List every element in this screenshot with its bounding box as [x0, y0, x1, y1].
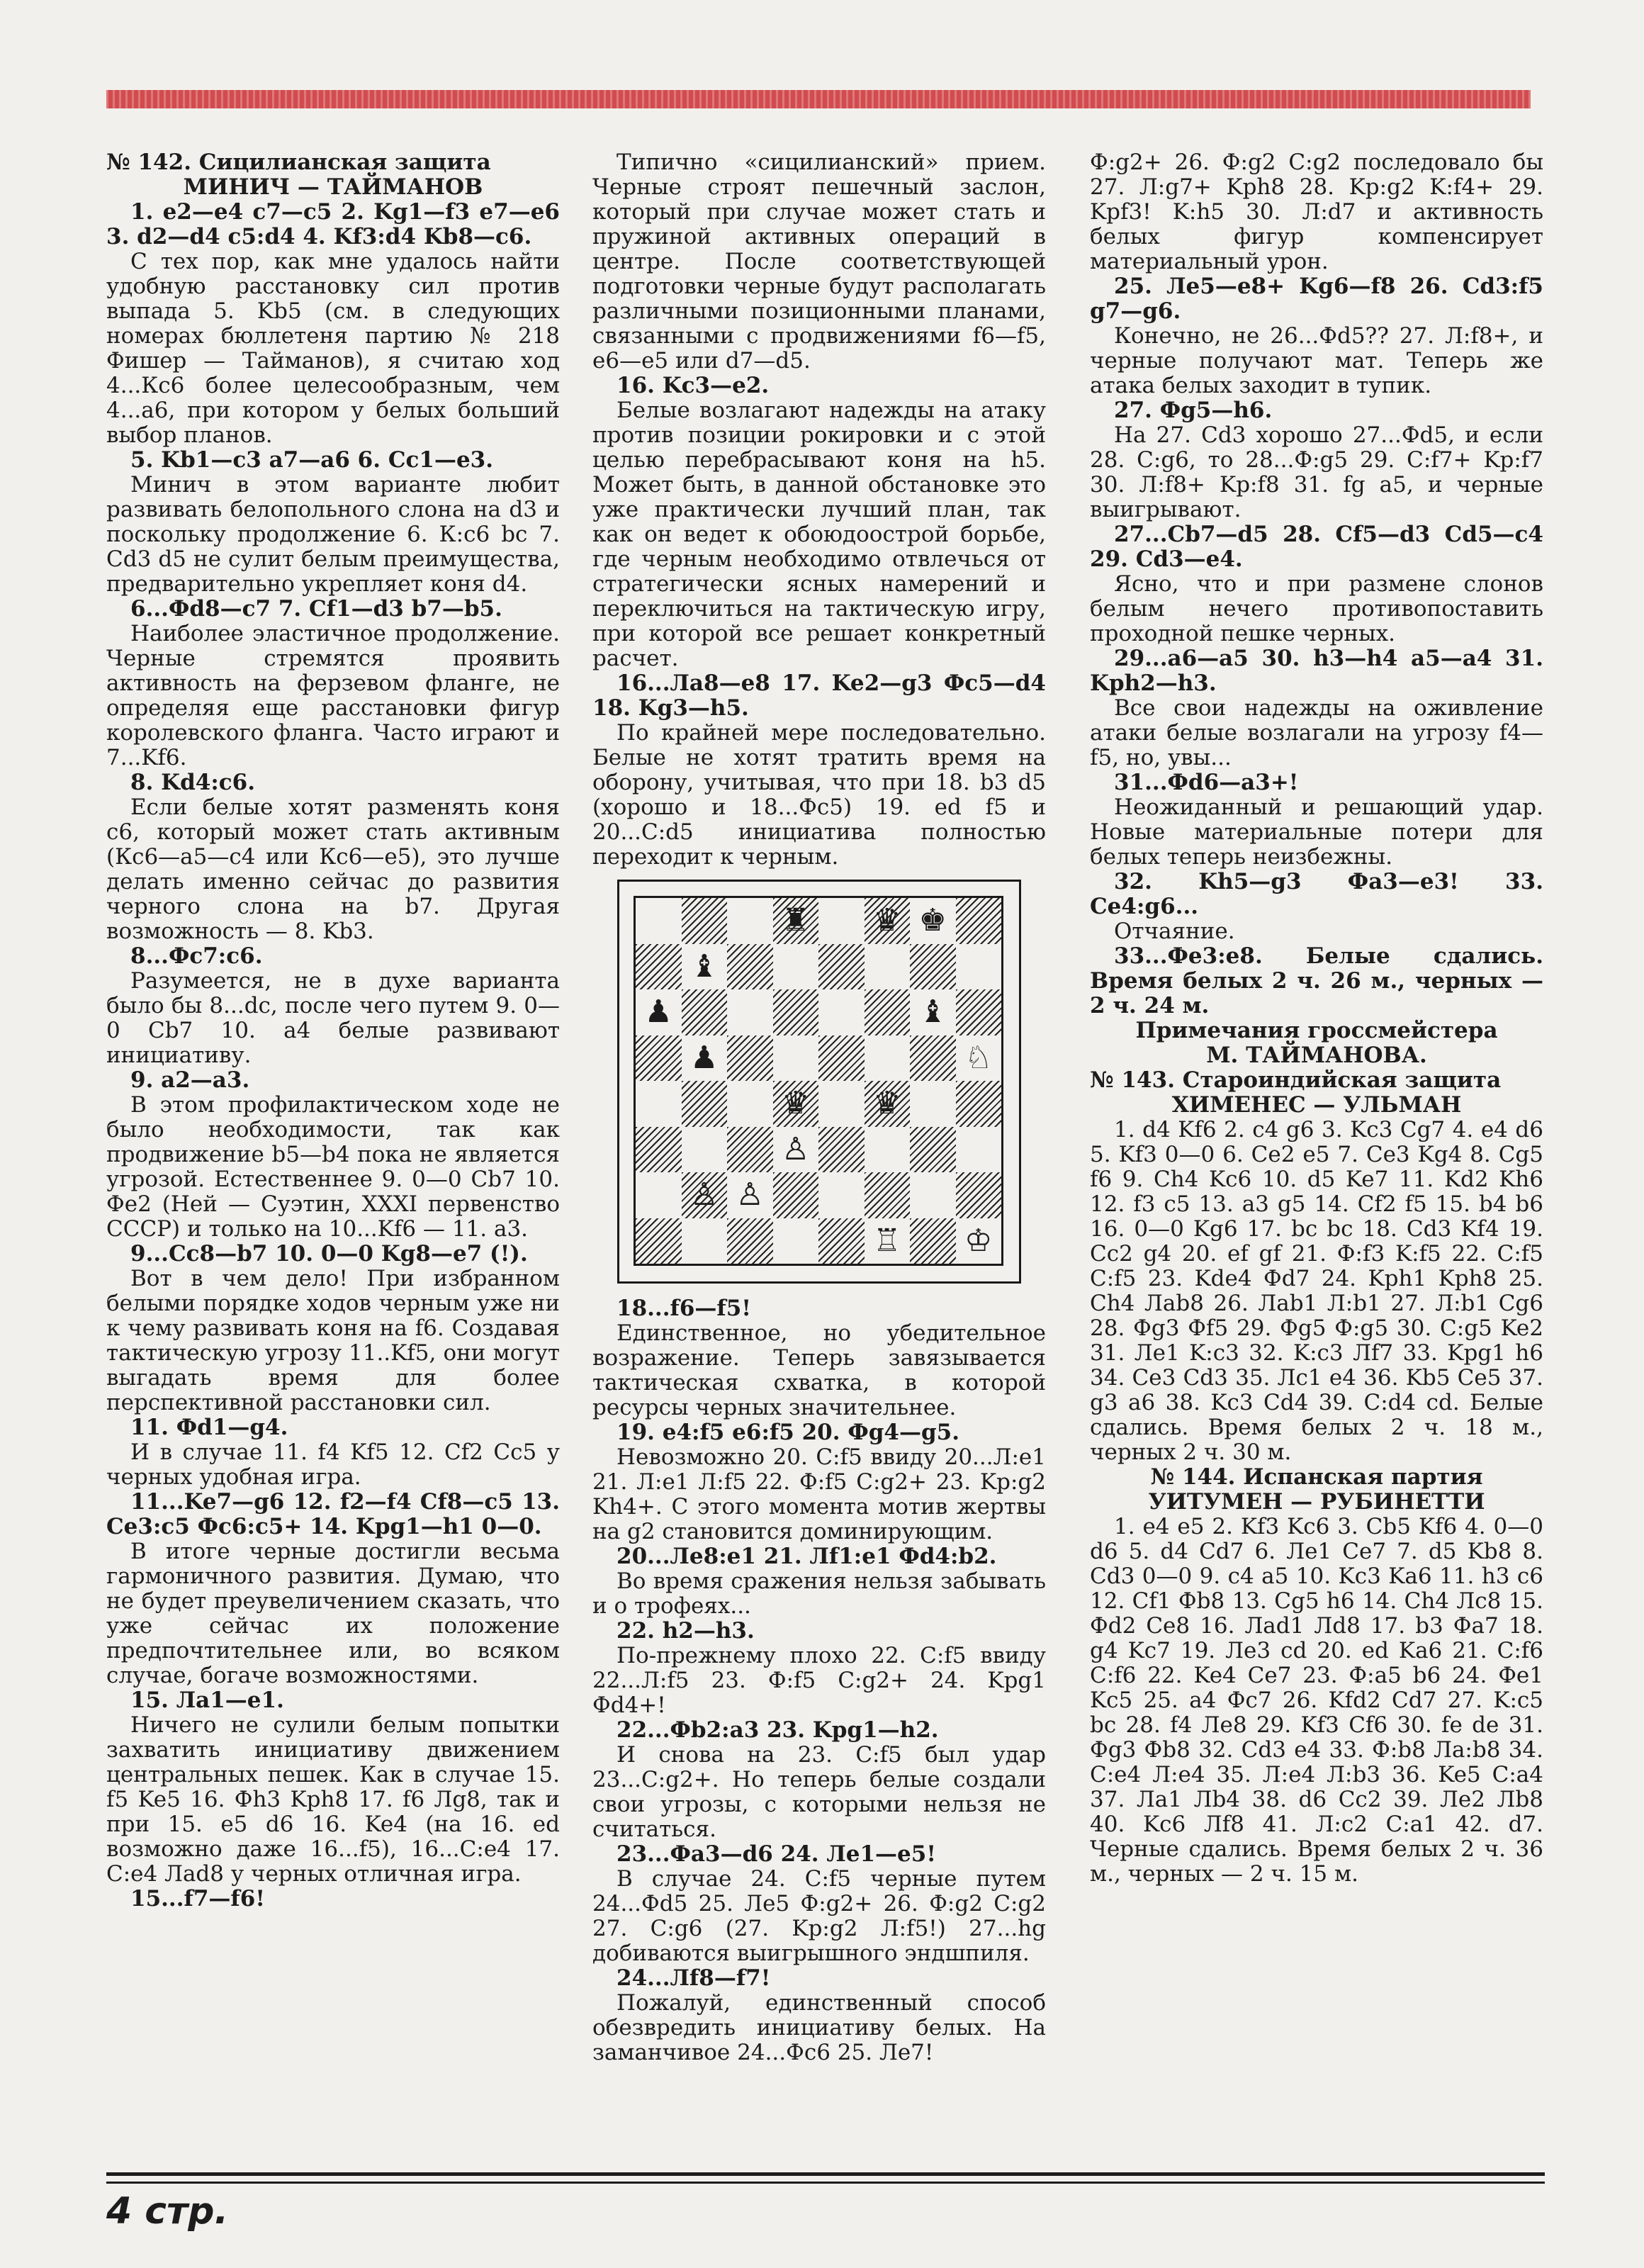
board-square	[956, 944, 1002, 990]
board-square	[682, 989, 728, 1035]
board-square	[682, 1081, 728, 1127]
paragraph: Конечно, не 26...Фd5?? 27. Л:f8+, и черные получают мат. Теперь же атака белых заходит в тупик.	[1090, 323, 1543, 398]
move-line: 9. a2—a3.	[130, 1067, 250, 1093]
paragraph: Белые возлагают надежды на атаку против позиции рокировки и с этой целью перебрасывают коня на h5. Может быть, в данной обстановке это уже практически лучший план, так как он ведет к обоюдоострой борьбе, где черным необходимо отвлечься от стратегически ясных намерений и переключиться на тактическую игру, при которой все решает конкретный расчет.	[592, 398, 1046, 671]
paragraph: Типично «сицилианский» прием. Черные строят пешечный заслон, который при случае может стать и пружиной активных операций в центре. После соответствующей подготовки черные будут располагать различными позиционными планами, связанными с продвижениями f6—f5, e6—e5 или d7—d5.	[592, 150, 1046, 374]
board-square	[910, 1172, 956, 1218]
move-line: 19. e4:f5 e6:f5 20. Фg4—g5.	[616, 1420, 960, 1445]
paragraph: По крайней мере последовательно. Белые не хотят тратить время на оборону, учитывая, что при 18. b3 d5 (хорошо и 18...Фc5) 19. ed f5 и 20...C:d5 инициатива полностью переходит к черным.	[592, 720, 1046, 870]
board-square	[636, 944, 682, 990]
move-line: 20...Лe8:e1 21. Лf1:e1 Фd4:b2.	[616, 1544, 997, 1569]
paragraph: С тех пор, как мне удалось найти удобную расстановку сил против выпада 5. Kb5 (см. в следующих номерах бюллетеня партию № 218 Фишер — Тайманов), я считаю ход 4...Кс6 более целесообразным, чем 4...а6, при котором у белых больший выбор планов.	[106, 249, 560, 448]
move-line: 11. Фd1—g4.	[130, 1415, 288, 1440]
paragraph: Ничего не сулили белым попытки захватить инициативу движением центральных пешек. Как в случае 15. f5 Ke5 16. Фh3 Kph8 17. f6 Лg8, так и при 15. e5 d6 16. Ke4 (на 16. ed возможно даже 16...f5), 16...C:e4 17. C:e4 Лad8 у черных отличная игра.	[106, 1712, 560, 1887]
board-square: ♜	[773, 898, 819, 944]
board-square: ♟	[644, 994, 672, 1031]
board-square	[818, 1172, 865, 1218]
board-square: ♘	[964, 1039, 993, 1076]
board-square	[818, 898, 865, 944]
move-line: 9...Cc8—b7 10. 0—0 Kg8—e7 (!).	[130, 1241, 528, 1267]
move-line: 25. Лe5—e8+ Kg6—f8 26. Cd3:f5 g7—g6.	[1090, 274, 1543, 324]
board-square	[682, 1127, 728, 1173]
paragraph: Все свои надежды на оживление атаки белые возлагали на угрозу f4—f5, но, увы...	[1090, 695, 1543, 770]
paragraph: 1. e4 e5 2. Kf3 Kc6 3. Cb5 Kf6 4. 0—0 d6 5. d4 Cd7 6. Лe1 Ce7 7. d5 Kb8 8. Cd3 0—0 9. c4 a5 10. Kc3 Ka6 11. h3 c6 12. Cf1 Фb8 13. Cg5 h6 14. Ch4 Лc8 15. Фd2 Ce8 16. Лad1 Лd8 17. b3 Фa7 18. g4 Kc7 19. Лe3 cd 20. ed Ka6 21. C:f6 C:f6 22. Ke4 Ce7 23. Ф:a5 b6 24. Фe1 Kc5 25. a4 Фc7 26. Kfd2 Cd7 27. K:c5 bc 28. f4 Лe8 29. Kf3 Cf6 30. fe de 31. Фg3 Фb8 32. Cd3 e4 33. Ф:b8 Лa:b8 34. C:e4 Л:e4 35. Л:e4 Л:b3 36. Ke5 C:a4 37. Лa1 Лb4 38. d6 Cc2 39. Лe2 Лb8 40. Kc6 Лf8 41. Л:c2 C:a1 42. d7. Черные сдались. Время белых 2 ч. 36 м., черных — 2 ч. 15 м.	[1090, 1514, 1543, 1887]
heading: ХИМЕНЕС — УЛЬМАН	[1171, 1092, 1462, 1118]
move-line: 22...Фb2:a3 23. Kpg1—h2.	[616, 1717, 939, 1743]
bottom-rule-1	[106, 2172, 1545, 2176]
top-decorative-rule	[106, 90, 1531, 108]
paragraph: Неожиданный и решающий удар. Новые материальные потери для белых теперь неизбежны.	[1090, 795, 1543, 870]
move-line: 16. Kc3—e2.	[616, 373, 770, 398]
paragraph: В этом профилактическом ходе не было необходимости, так как продвижение b5—b4 пока не является угрозой. Естественнее 9. 0—0 Cb7 10. Фе2 (Ней — Суэтин, XXXI первенство СССР) и только на 10...Kf6 — 11. a3.	[106, 1092, 560, 1242]
paragraph: Отчаяние.	[1114, 919, 1235, 944]
paragraph: Невозможно 20. C:f5 ввиду 20...Л:e1 21. Л:e1 Л:f5 22. Ф:f5 C:g2+ 23. Kp:g2 Kh4+. С этого момента мотив жертвы на g2 становится доминирующим.	[592, 1444, 1046, 1544]
board-square	[636, 1218, 682, 1264]
paragraph: Единственное, но убедительное возражение. Теперь завязывается тактическая схватка, в которой ресурсы черных значительнее.	[592, 1320, 1046, 1420]
board-square	[865, 1035, 911, 1082]
board-square: ♔	[964, 1222, 993, 1259]
board-square	[865, 1127, 911, 1173]
board-square	[727, 944, 773, 990]
board-square	[727, 898, 773, 944]
board-square	[773, 1218, 819, 1264]
board-square	[636, 1172, 682, 1218]
board-square	[818, 944, 865, 990]
board-square	[910, 1081, 956, 1127]
board-square	[682, 1218, 728, 1264]
board-square	[818, 989, 865, 1035]
paragraph: Вот в чем дело! При избранном белыми порядке ходов черным уже ни к чему развивать коня на f6. Создавая тактическую угрозу 11..Kf5, они могут выгадать время для более перспективной расстановки сил.	[106, 1266, 560, 1415]
board-square	[773, 944, 819, 990]
paragraph: Если белые хотят разменять коня с6, который может стать активным (Кс6—а5—с4 или Кс6—е5), это лучше делать именно сейчас до развития черного слона на b7. Другая возможность — 8. Kb3.	[106, 795, 560, 944]
board-square	[636, 1081, 682, 1127]
board-square	[727, 1081, 773, 1127]
move-line: 8. Kd4:c6.	[130, 770, 256, 795]
column-2	[592, 150, 1046, 2065]
heading: М. ТАЙМАНОВА.	[1206, 1043, 1427, 1068]
paragraph: Во время сражения нельзя забывать и о трофеях...	[592, 1568, 1046, 1619]
board-square	[910, 1035, 956, 1082]
board-square: ♝	[690, 948, 719, 984]
move-line: 11...Ke7—g6 12. f2—f4 Cf8—c5 13. Ce3:c5 Фc6:c5+ 14. Kpg1—h1 0—0.	[106, 1489, 560, 1539]
move-line: 27. Фg5—h6.	[1114, 398, 1273, 423]
move-line: 5. Kb1—c3 a7—a6 6. Cc1—e3.	[130, 447, 494, 473]
board-square	[818, 1035, 865, 1082]
paragraph: Минич в этом варианте любит развивать белопольного слона на d3 и поскольку продолжение 6. К:с6 bc 7. Cd3 d5 не сулит белым преимущества, предварительно укрепляет коня d4.	[106, 472, 560, 597]
board-square	[773, 989, 819, 1035]
paragraph: На 27. Cd3 хорошо 27...Фd5, и если 28. C:g6, то 28...Ф:g5 29. C:f7+ Kp:f7 30. Л:f8+ Kp:f8 31. fg a5, и черные выигрывают.	[1090, 422, 1543, 522]
heading: УИТУМЕН — РУБИНЕТТИ	[1148, 1489, 1485, 1515]
board-square	[727, 989, 773, 1035]
move-line: 23...Фa3—d6 24. Лe1—e5!	[616, 1841, 936, 1867]
paragraph: По-прежнему плохо 22. C:f5 ввиду 22...Л:f5 23. Ф:f5 C:g2+ 24. Kpg1 Фd4+!	[592, 1643, 1046, 1718]
move-line: 18...f6—f5!	[616, 1296, 751, 1321]
board-square	[818, 1127, 865, 1173]
heading: МИНИЧ — ТАЙМАНОВ	[183, 174, 483, 200]
board-square	[956, 898, 1002, 944]
move-line: 16...Лa8—e8 17. Ke2—g3 Фc5—d4 18. Kg3—h5.	[592, 670, 1046, 721]
paragraph: Наиболее эластичное продолжение. Черные стремятся проявить активность на ферзевом фланге, не определяя еще расстановки фигур королевского фланга. Часто играют и 7...Kf6.	[106, 621, 560, 770]
board-square: ♚	[918, 902, 947, 939]
board-square: ♙	[736, 1177, 764, 1213]
chess-board	[634, 896, 1003, 1266]
heading: № 142. Сицилианская защита	[106, 150, 491, 175]
board-square: ♛	[865, 1081, 911, 1127]
board-square	[956, 1081, 1002, 1127]
heading: № 144. Испанская партия	[1150, 1464, 1483, 1490]
column-1	[106, 150, 560, 1911]
board-square	[956, 989, 1002, 1035]
paragraph: 1. d4 Kf6 2. c4 g6 3. Kc3 Cg7 4. e4 d6 5. Kf3 0—0 6. Ce2 e5 7. Ce3 Kg4 8. Cg5 f6 9. Ch4 Kc6 10. d5 Ke7 11. Kd2 Kh6 12. f3 c5 13. a3 g5 14. Cf2 f5 15. b4 b6 16. 0—0 Kg6 17. bc bc 18. Cd3 Kf4 19. Cc2 g4 20. ef gf 21. Ф:f3 K:f5 22. C:f5 C:f5 23. Kde4 Фd7 24. Kph1 Kph8 25. Ch4 Лab8 26. Лab1 Л:b1 27. Л:b1 Cg6 28. Фg3 Фf5 29. Фg5 Ф:g5 30. C:g5 Ke2 31. Лe1 K:c3 32. K:c3 Лf7 33. Kpg1 h6 34. Ce3 Cd3 35. Лc1 e4 36. Kb5 Ce5 37. g3 a6 38. Kc3 Cd4 39. C:d4 cd. Белые сдались. Время белых 2 ч. 18 м., черных 2 ч. 30 м.	[1090, 1117, 1543, 1465]
move-line: 1. e2—e4 c7—c5 2. Kg1—f3 e7—e6 3. d2—d4 c5:d4 4. Kf3:d4 Kb8—c6.	[106, 199, 560, 249]
board-square	[818, 1081, 865, 1127]
move-line: 8...Фc7:c6.	[130, 943, 263, 969]
board-square: ♟	[690, 1039, 719, 1076]
paragraph: В итоге черные достигли весьма гармоничного развития. Думаю, что не будет преувеличением сказать, что уже сейчас их положение предпочтительнее или, во всяком случае, богаче возможностями.	[106, 1539, 560, 1688]
paragraph: Разумеется, не в духе варианта было бы 8...dc, после чего путем 9. 0—0 Cb7 10. a4 белые развивают инициативу.	[106, 968, 560, 1068]
board-square	[682, 898, 728, 944]
board-square: ♖	[873, 1222, 901, 1259]
paragraph: Ясно, что и при размене слонов белым нечего противопоставить проходной пешке черных.	[1090, 571, 1543, 646]
board-square: ♝	[918, 994, 947, 1031]
chess-diagram	[617, 880, 1021, 1284]
move-line: 29...a6—a5 30. h3—h4 a5—a4 31. Kph2—h3.	[1090, 646, 1543, 696]
board-square	[910, 1127, 956, 1173]
board-square	[865, 944, 911, 990]
board-square	[636, 1035, 682, 1082]
move-line: 15. Ла1—e1.	[130, 1688, 284, 1713]
board-square: ♛	[773, 1081, 819, 1127]
move-line: 22. h2—h3.	[616, 1618, 755, 1644]
board-square	[910, 944, 956, 990]
board-square	[636, 1127, 682, 1173]
board-square: ♙	[682, 1172, 728, 1218]
board-square	[865, 1172, 911, 1218]
board-square	[956, 1127, 1002, 1173]
move-line: 31...Фd6—a3+!	[1114, 770, 1299, 795]
paragraph: И снова на 23. C:f5 был удар 23...C:g2+. Но теперь белые создали свои угрозы, с которыми нельзя не считаться.	[592, 1742, 1046, 1842]
board-square	[727, 1218, 773, 1264]
board-square: ♛	[865, 898, 911, 944]
paragraph: В случае 24. C:f5 черные путем 24...Фd5 25. Лe5 Ф:g2+ 26. Ф:g2 C:g2 27. C:g6 (27. Kp:g2 Л:f5!) 27...hg добиваются выигрышного эндшпиля.	[592, 1866, 1046, 1966]
board-square: ♙	[782, 1130, 810, 1167]
move-line: 32. Kh5—g3 Фa3—e3! 33. Ce4:g6...	[1090, 869, 1543, 919]
paragraph: Пожалуй, единственный способ обезвредить инициативу белых. На заманчивое 24...Фc6 25. Лe7!	[592, 1990, 1046, 2065]
board-square	[818, 1218, 865, 1264]
board-square	[910, 1218, 956, 1264]
board-square	[865, 989, 911, 1035]
board-square	[773, 1035, 819, 1082]
move-line: 24...Лf8—f7!	[616, 1965, 771, 1991]
move-line: 27...Cb7—d5 28. Cf5—d3 Cd5—c4 29. Cd3—e4.	[1090, 522, 1543, 572]
heading: Примечания гроссмейстера	[1135, 1018, 1498, 1043]
paragraph: И в случае 11. f4 Kf5 12. Cf2 Cc5 у черных удобная игра.	[106, 1439, 560, 1490]
board-square	[727, 1035, 773, 1082]
move-line: 33...Фe3:e8. Белые сдались. Время белых 2 ч. 26 м., черных — 2 ч. 24 м.	[1090, 943, 1543, 1018]
heading: № 143. Староиндийская защита	[1090, 1067, 1502, 1093]
bottom-rule-2	[106, 2182, 1545, 2184]
board-square	[956, 1172, 1002, 1218]
column-3	[1090, 150, 1543, 1887]
move-line: 15...f7—f6!	[130, 1886, 265, 1911]
board-square	[727, 1127, 773, 1173]
board-square	[773, 1172, 819, 1218]
paragraph: Ф:g2+ 26. Ф:g2 C:g2 последовало бы 27. Л:g7+ Kph8 28. Kp:g2 K:f4+ 29. Kpf3! K:h5 30. Л:d7 и активность белых фигур компенсирует материальный урон.	[1090, 150, 1543, 274]
board-square	[636, 898, 682, 944]
move-line: 6...Фd8—c7 7. Cf1—d3 b7—b5.	[130, 596, 502, 622]
page-number: 4 стр.	[106, 2190, 229, 2233]
